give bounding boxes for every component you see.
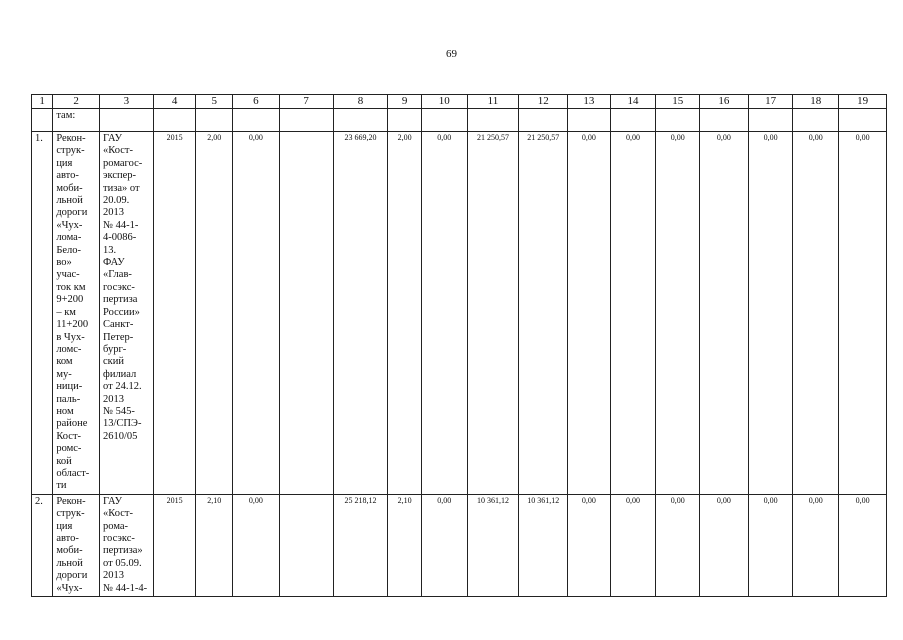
table-cell: [279, 494, 333, 596]
table-cell: [153, 109, 196, 132]
table-cell: 21 250,57: [467, 132, 519, 495]
column-number-8: 8: [333, 95, 388, 109]
table-cell: 0,00: [700, 494, 749, 596]
table-cell: 0,00: [421, 132, 467, 495]
table-cell: 0,00: [748, 132, 793, 495]
table-cell: [421, 109, 467, 132]
table-cell: [656, 109, 700, 132]
table-cell: 2,00: [196, 132, 233, 495]
column-number-7: 7: [279, 95, 333, 109]
table-cell: 0,00: [568, 494, 611, 596]
data-table: [31, 94, 887, 597]
table-cell: 0,00: [839, 494, 887, 596]
column-number-12: 12: [519, 95, 568, 109]
table-cell: [700, 109, 749, 132]
column-number-14: 14: [610, 95, 656, 109]
table-cell: 2,10: [388, 494, 422, 596]
table-cell: [793, 109, 839, 132]
table-cell: 2015: [153, 132, 196, 495]
table-cell: 2,00: [388, 132, 422, 495]
table-cell: [568, 109, 611, 132]
table-cell: 0,00: [656, 132, 700, 495]
table-cell: 0,00: [610, 132, 656, 495]
table-cell: 0,00: [793, 494, 839, 596]
table-cell: [100, 109, 154, 132]
column-number-3: 3: [100, 95, 154, 109]
table-cell: 25 218,12: [333, 494, 388, 596]
table-cell: 0,00: [656, 494, 700, 596]
table-cell: 0,00: [421, 494, 467, 596]
column-number-1: 1: [32, 95, 53, 109]
table-cell: [839, 109, 887, 132]
table-cell: 0,00: [610, 494, 656, 596]
table-cell: 0,00: [839, 132, 887, 495]
table-cell: 21 250,57: [519, 132, 568, 495]
column-number-2: 2: [53, 95, 100, 109]
expertise-info: ГАУ «Кост- рома- госэкс- пертиза» от 05.09. 2013 № 44-1-4-: [100, 494, 154, 596]
column-number-4: 4: [153, 95, 196, 109]
column-number-6: 6: [233, 95, 280, 109]
table-cell: [333, 109, 388, 132]
table-cell: [279, 109, 333, 132]
column-number-16: 16: [700, 95, 749, 109]
column-number-9: 9: [388, 95, 422, 109]
table-cell: 0,00: [700, 132, 749, 495]
table-cell: [388, 109, 422, 132]
table-cell: [233, 109, 280, 132]
table-cell: 0,00: [233, 494, 280, 596]
column-number-15: 15: [656, 95, 700, 109]
table-cell: 0,00: [793, 132, 839, 495]
object-name: Рекон- струк- ция авто- моби- льной дороги «Чух- лома- Бело- во» учас- ток км 9+200 – км 11+200 в Чух- ломс- ком му- ници- паль- ном районе Кост- ромс- кой област- ти: [53, 132, 100, 495]
table-row: [32, 494, 887, 596]
column-number-17: 17: [748, 95, 793, 109]
column-number-5: 5: [196, 95, 233, 109]
header-row: [32, 95, 887, 109]
table-cell: 0,00: [748, 494, 793, 596]
table-cell: [610, 109, 656, 132]
page-number: 69: [446, 48, 457, 60]
table-cell: 23 669,20: [333, 132, 388, 495]
table-cell: 2,10: [196, 494, 233, 596]
table-cell: 0,00: [568, 132, 611, 495]
table-cell: [467, 109, 519, 132]
row-index: 2.: [32, 494, 53, 596]
table-row: [32, 132, 887, 495]
table-cell: [519, 109, 568, 132]
object-name: Рекон- струк- ция авто- моби- льной дороги «Чух-: [53, 494, 100, 596]
continuation-row: [32, 109, 887, 132]
table-cell: 10 361,12: [467, 494, 519, 596]
table-cell: [196, 109, 233, 132]
table-cell: 0,00: [233, 132, 280, 495]
expertise-info: ГАУ «Кост- ромагос- экспер- тиза» от 20.09. 2013 № 44-1- 4-0086- 13. ФАУ «Глав- госэкс- пертиза России» Санкт- Петер- бург- ский филиал от 24.12. 2013 № 545- 13/СПЭ- 2610/05: [100, 132, 154, 495]
table-cell: [32, 109, 53, 132]
column-number-11: 11: [467, 95, 519, 109]
column-number-18: 18: [793, 95, 839, 109]
column-number-19: 19: [839, 95, 887, 109]
column-number-13: 13: [568, 95, 611, 109]
column-number-10: 10: [421, 95, 467, 109]
table-cell: 10 361,12: [519, 494, 568, 596]
continuation-text: там:: [53, 109, 100, 132]
row-index: 1.: [32, 132, 53, 495]
table-cell: 2015: [153, 494, 196, 596]
table-cell: [748, 109, 793, 132]
table-cell: [279, 132, 333, 495]
